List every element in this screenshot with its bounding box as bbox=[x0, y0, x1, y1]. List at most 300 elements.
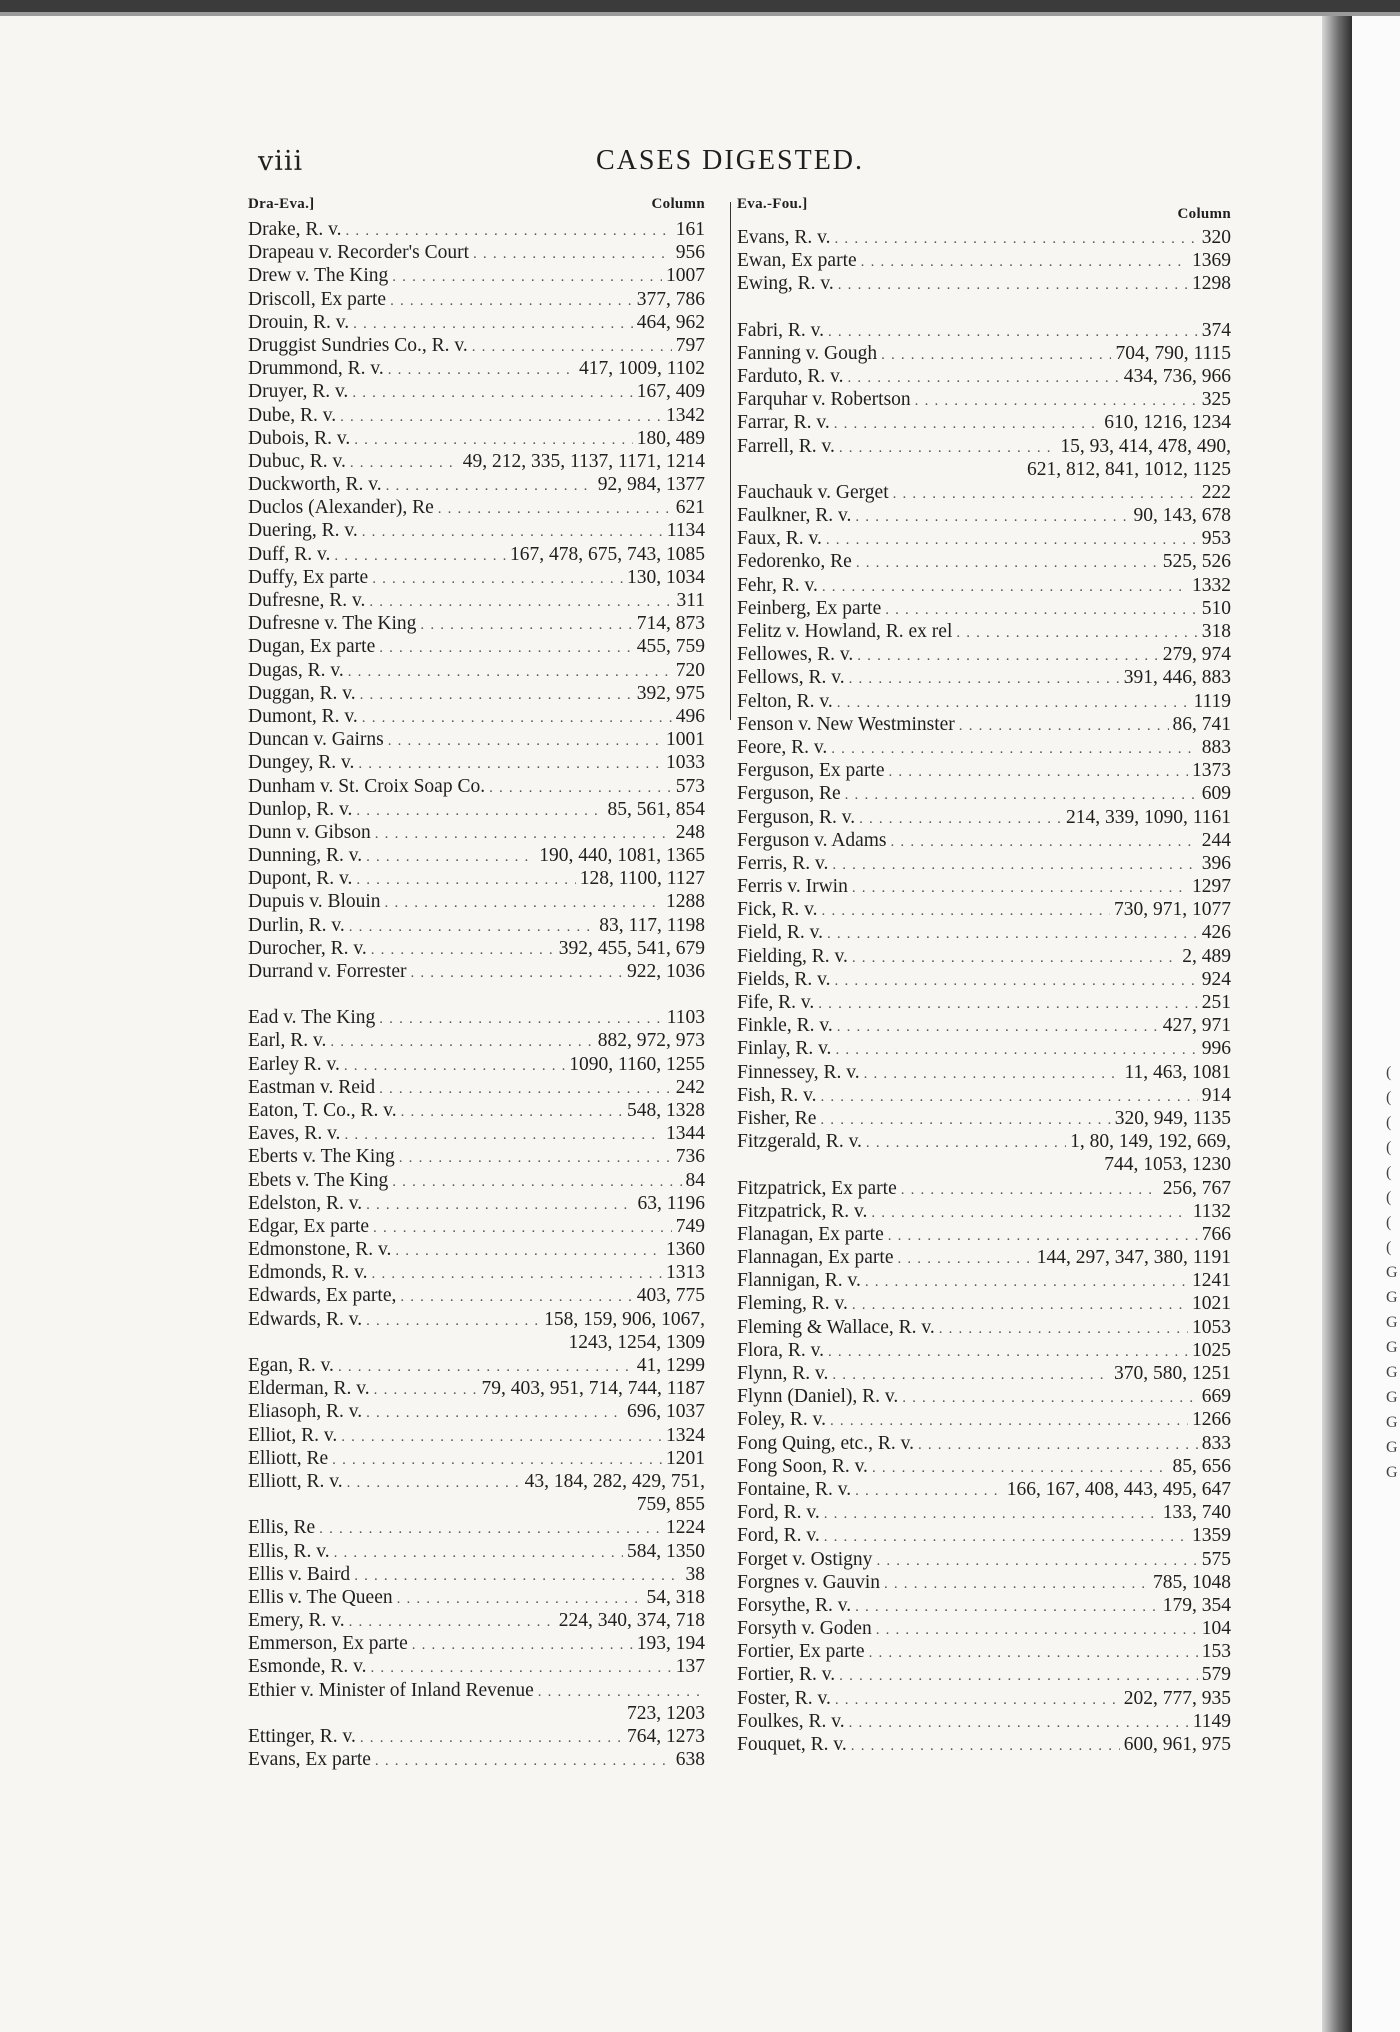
case-name: Earley R. v. bbox=[248, 1053, 340, 1075]
dot-leader bbox=[885, 599, 1198, 622]
case-name: Ellis, R. v. bbox=[248, 1540, 330, 1562]
index-entry bbox=[737, 806, 1231, 829]
index-entry bbox=[248, 821, 705, 844]
index-entry bbox=[737, 736, 1231, 759]
column-references: 720 bbox=[675, 659, 705, 681]
index-entry bbox=[248, 334, 705, 357]
left-column bbox=[248, 196, 705, 1771]
case-name: Fish, R. v. bbox=[737, 1084, 817, 1106]
dot-leader bbox=[352, 382, 632, 405]
dot-leader bbox=[864, 1063, 1121, 1086]
case-name: Evans, R. v. bbox=[737, 227, 831, 248]
column-references: 318 bbox=[1201, 621, 1231, 642]
facing-page-edge bbox=[1352, 16, 1400, 2032]
column-references: 1324 bbox=[666, 1424, 705, 1446]
column-references: 224, 340, 374, 718 bbox=[558, 1610, 705, 1632]
edge-letter: G bbox=[1386, 1289, 1398, 1306]
column-references: 392, 455, 541, 679 bbox=[558, 937, 705, 959]
dot-leader bbox=[849, 1712, 1189, 1735]
column-references: 696, 1037 bbox=[627, 1401, 705, 1423]
edge-letter: ( bbox=[1386, 1064, 1392, 1081]
column-references: 104 bbox=[1201, 1618, 1231, 1640]
dot-leader bbox=[915, 390, 1198, 413]
dot-leader bbox=[837, 1016, 1159, 1039]
case-name: Fellowes, R. v. bbox=[737, 644, 854, 666]
case-name: Dunn v. Gibson bbox=[248, 821, 371, 843]
column-references: 455, 759 bbox=[636, 636, 705, 658]
column-references: 1359 bbox=[1192, 1525, 1231, 1547]
column-references: 1241 bbox=[1192, 1270, 1231, 1292]
case-name: Farrell, R. v. bbox=[737, 435, 835, 457]
dot-leader bbox=[379, 1008, 662, 1031]
case-name: Feore, R. v. bbox=[737, 736, 828, 758]
dot-leader bbox=[332, 1449, 662, 1472]
left-column-label: Column bbox=[651, 196, 705, 212]
column-references: 704, 790, 1115 bbox=[1115, 342, 1231, 364]
column-references: 202, 777, 935 bbox=[1123, 1687, 1231, 1709]
index-entry bbox=[737, 1130, 1231, 1153]
column-references: 924 bbox=[1201, 968, 1231, 990]
case-name: Edmonds, R. v. bbox=[248, 1262, 368, 1284]
index-entry bbox=[248, 380, 705, 403]
dot-leader bbox=[876, 1550, 1197, 1573]
edge-letter: G bbox=[1386, 1314, 1398, 1331]
index-entry bbox=[737, 1432, 1231, 1455]
column-references: 638 bbox=[675, 1749, 705, 1771]
index-entry bbox=[248, 241, 705, 264]
index-entry bbox=[248, 1215, 705, 1238]
case-name: Ferguson, R. v. bbox=[737, 806, 856, 828]
column-references: 1021 bbox=[1192, 1293, 1231, 1315]
dot-leader bbox=[855, 506, 1129, 529]
case-name: Flannagan, Ex parte bbox=[737, 1247, 894, 1269]
case-name: Faux, R. v. bbox=[737, 528, 822, 550]
case-name: Ellis v. The Queen bbox=[248, 1586, 393, 1608]
column-references: 1360 bbox=[666, 1239, 705, 1261]
dot-leader bbox=[889, 761, 1189, 784]
dot-leader bbox=[395, 1240, 662, 1263]
column-references: 256, 767 bbox=[1162, 1177, 1231, 1199]
index-entry bbox=[248, 1006, 705, 1029]
dot-leader bbox=[397, 1588, 643, 1611]
index-entry bbox=[248, 1586, 705, 1609]
index-entry bbox=[248, 1308, 705, 1331]
dot-leader bbox=[362, 707, 672, 730]
index-entry bbox=[737, 1501, 1231, 1524]
dot-leader bbox=[348, 661, 672, 684]
case-name: Fanning v. Gough bbox=[737, 342, 878, 364]
index-entry bbox=[737, 829, 1231, 852]
column-references: 190, 440, 1081, 1365 bbox=[539, 845, 705, 867]
dot-leader bbox=[835, 1039, 1197, 1062]
dot-leader bbox=[839, 1665, 1198, 1688]
case-name: Dunham v. St. Croix Soap Co. bbox=[248, 775, 486, 797]
group-spacer bbox=[248, 983, 705, 1006]
left-entries bbox=[248, 218, 705, 1771]
column-references: 325 bbox=[1201, 389, 1231, 411]
index-entry bbox=[248, 218, 705, 241]
index-entry bbox=[248, 1540, 705, 1563]
dot-leader bbox=[346, 220, 672, 243]
case-name: Ferguson, Re bbox=[737, 783, 841, 805]
case-name: Ferguson, Ex parte bbox=[737, 760, 885, 782]
dot-leader bbox=[831, 738, 1197, 761]
column-references: 193, 194 bbox=[636, 1633, 705, 1655]
column-references-continued: 759, 855 bbox=[636, 1494, 705, 1516]
column-references: 766 bbox=[1201, 1223, 1231, 1245]
index-entry bbox=[737, 1269, 1231, 1292]
case-name: Ferguson v. Adams bbox=[737, 829, 887, 851]
case-name: Edelston, R. v. bbox=[248, 1192, 363, 1214]
dot-leader bbox=[350, 452, 459, 475]
index-entry bbox=[248, 1145, 705, 1168]
index-entry bbox=[248, 705, 705, 728]
case-name: Forsyth v. Goden bbox=[737, 1618, 872, 1640]
index-entry bbox=[248, 311, 705, 334]
index-entry bbox=[737, 226, 1231, 249]
case-name: Fields, R. v. bbox=[737, 968, 831, 990]
edge-letter: ( bbox=[1386, 1089, 1392, 1106]
case-name: Drummond, R. v. bbox=[248, 358, 384, 380]
dot-leader bbox=[849, 668, 1120, 691]
case-name: Duggan, R. v. bbox=[248, 682, 356, 704]
case-name: Duclos (Alexander), Re bbox=[248, 497, 434, 519]
column-references: 1224 bbox=[666, 1517, 705, 1539]
index-entry bbox=[737, 1362, 1231, 1385]
dot-leader bbox=[835, 970, 1198, 993]
dot-leader bbox=[379, 1078, 672, 1101]
index-entry bbox=[248, 1470, 705, 1493]
column-references: 1288 bbox=[666, 891, 705, 913]
dot-leader bbox=[356, 869, 575, 892]
column-references: 749 bbox=[675, 1215, 705, 1237]
dot-leader bbox=[898, 1248, 1033, 1271]
column-references: 85, 656 bbox=[1172, 1455, 1231, 1477]
dot-leader bbox=[859, 808, 1062, 831]
edge-letter: G bbox=[1386, 1464, 1398, 1481]
case-name: Ferris, R. v. bbox=[737, 852, 829, 874]
index-entry bbox=[737, 411, 1231, 434]
index-entry bbox=[248, 1284, 705, 1307]
index-entry bbox=[248, 890, 705, 913]
dot-leader bbox=[818, 993, 1197, 1016]
case-name: Foley, R. v. bbox=[737, 1409, 827, 1431]
right-column bbox=[737, 196, 1231, 1756]
index-entry bbox=[737, 1571, 1231, 1594]
case-name: Fong Soon, R. v. bbox=[737, 1455, 868, 1477]
dot-leader bbox=[489, 777, 672, 800]
dot-leader bbox=[371, 939, 555, 962]
index-entry bbox=[737, 1478, 1231, 1501]
right-column-header bbox=[737, 196, 1231, 226]
index-entry bbox=[737, 1663, 1231, 1686]
group-spacer bbox=[737, 296, 1231, 319]
column-references: 374 bbox=[1201, 319, 1231, 341]
index-entry bbox=[248, 1169, 705, 1192]
case-name: Forgnes v. Gauvin bbox=[737, 1571, 880, 1593]
dot-leader bbox=[392, 1171, 681, 1194]
column-references: 248 bbox=[675, 821, 705, 843]
case-name: Fick, R. v. bbox=[737, 899, 818, 921]
index-entry bbox=[248, 1053, 705, 1076]
index-entry bbox=[737, 1455, 1231, 1478]
index-entry bbox=[737, 968, 1231, 991]
dot-leader bbox=[366, 1402, 623, 1425]
column-references: 1033 bbox=[666, 752, 705, 774]
case-name: Forget v. Ostigny bbox=[737, 1548, 873, 1570]
index-entry bbox=[737, 481, 1231, 504]
index-entry bbox=[737, 342, 1231, 365]
column-references: 434, 736, 966 bbox=[1123, 365, 1231, 387]
dot-leader bbox=[855, 1596, 1159, 1619]
index-entry bbox=[248, 1447, 705, 1470]
index-entry bbox=[737, 921, 1231, 944]
dot-leader bbox=[360, 1727, 623, 1750]
case-name: Farquhar v. Robertson bbox=[737, 389, 911, 411]
case-name: Fouquet, R. v. bbox=[737, 1734, 847, 1755]
case-name: Druggist Sundries Co., R. v. bbox=[248, 334, 468, 356]
column-references: 953 bbox=[1201, 528, 1231, 550]
column-references: 1025 bbox=[1192, 1339, 1231, 1361]
dot-leader bbox=[834, 413, 1101, 436]
column-references: 377, 786 bbox=[636, 288, 705, 310]
case-name: Drapeau v. Recorder's Court bbox=[248, 242, 470, 264]
column-references: 600, 961, 975 bbox=[1123, 1734, 1231, 1755]
column-references: 797 bbox=[675, 334, 705, 356]
dot-leader bbox=[385, 892, 662, 915]
dot-leader bbox=[891, 831, 1198, 854]
index-entry bbox=[737, 1524, 1231, 1547]
edge-letter: ( bbox=[1386, 1139, 1392, 1156]
dot-leader bbox=[379, 637, 633, 660]
column-references: 63, 1196 bbox=[637, 1192, 705, 1214]
case-name: Fielding, R. v. bbox=[737, 945, 848, 967]
dot-leader bbox=[412, 1634, 633, 1657]
case-name: Eberts v. The King bbox=[248, 1146, 395, 1168]
column-references: 1001 bbox=[666, 729, 705, 751]
case-name: Feinberg, Ex parte bbox=[737, 597, 882, 619]
dot-leader bbox=[893, 483, 1198, 506]
case-name: Dunlop, R. v. bbox=[248, 798, 353, 820]
column-references-continued: 744, 1053, 1230 bbox=[1104, 1154, 1231, 1176]
dot-leader bbox=[848, 367, 1120, 390]
index-entry bbox=[248, 867, 705, 890]
case-name: Fortier, Ex parte bbox=[737, 1641, 865, 1663]
index-entry bbox=[737, 365, 1231, 388]
index-entry bbox=[248, 775, 705, 798]
index-entry bbox=[737, 852, 1231, 875]
dot-leader bbox=[374, 1379, 478, 1402]
case-name: Ead v. The King bbox=[248, 1007, 376, 1029]
column-references: 86, 741 bbox=[1172, 713, 1231, 735]
dot-leader bbox=[388, 730, 662, 753]
dot-leader bbox=[420, 614, 632, 637]
case-name: Fedorenko, Re bbox=[737, 551, 852, 573]
right-range-label: Eva.-Fou.] bbox=[737, 196, 808, 212]
column-references: 1103 bbox=[666, 1007, 705, 1029]
column-references: 573 bbox=[675, 775, 705, 797]
facing-page-edge-letters bbox=[1386, 1060, 1400, 1485]
case-name: Esmonde, R. v. bbox=[248, 1656, 367, 1678]
book-gutter-shadow bbox=[1322, 16, 1352, 2032]
column-references: 1, 80, 149, 192, 669, bbox=[1070, 1131, 1231, 1153]
column-references: 153 bbox=[1201, 1641, 1231, 1663]
index-entry bbox=[248, 1748, 705, 1771]
column-references: 167, 409 bbox=[636, 381, 705, 403]
edge-letter: G bbox=[1386, 1414, 1398, 1431]
edge-letter: G bbox=[1386, 1389, 1398, 1406]
index-entry bbox=[248, 1632, 705, 1655]
dot-leader bbox=[865, 1271, 1188, 1294]
case-name: Ethier v. Minister of Inland Revenue bbox=[248, 1679, 534, 1701]
case-name: Flynn, R. v. bbox=[737, 1363, 829, 1384]
dot-leader bbox=[386, 475, 594, 498]
dot-leader bbox=[399, 1147, 672, 1170]
index-entry bbox=[737, 1223, 1231, 1246]
dot-leader bbox=[344, 1055, 565, 1078]
dot-leader bbox=[939, 1318, 1188, 1341]
edge-letter: ( bbox=[1386, 1239, 1392, 1256]
case-name: Foulkes, R. v. bbox=[737, 1710, 845, 1732]
case-name: Druyer, R. v. bbox=[248, 381, 349, 403]
index-entry bbox=[248, 427, 705, 450]
index-entry bbox=[737, 319, 1231, 342]
dot-leader bbox=[820, 1109, 1110, 1132]
column-references: 2, 489 bbox=[1182, 945, 1231, 967]
column-references: 882, 972, 973 bbox=[597, 1030, 705, 1052]
dot-leader bbox=[959, 715, 1169, 738]
index-entry bbox=[737, 527, 1231, 550]
dot-leader bbox=[822, 576, 1188, 599]
column-references: 166, 167, 408, 443, 495, 647 bbox=[1006, 1478, 1231, 1500]
case-name: Dupont, R. v. bbox=[248, 868, 353, 890]
case-name: Eaton, T. Co., R. v. bbox=[248, 1099, 397, 1121]
dot-leader bbox=[358, 753, 662, 776]
column-references: 510 bbox=[1201, 597, 1231, 619]
column-references: 1007 bbox=[666, 265, 705, 287]
case-name: Ford, R. v. bbox=[737, 1502, 820, 1524]
column-references: 391, 446, 883 bbox=[1123, 667, 1231, 689]
case-name: Farrar, R. v. bbox=[737, 412, 830, 434]
index-entry bbox=[737, 249, 1231, 272]
column-references: 92, 984, 1377 bbox=[597, 474, 705, 496]
dot-leader bbox=[353, 313, 633, 336]
column-references: 84 bbox=[685, 1169, 705, 1191]
index-entry bbox=[248, 798, 705, 821]
column-references: 137 bbox=[675, 1656, 705, 1678]
case-name: Farduto, R. v. bbox=[737, 365, 844, 387]
index-entry bbox=[737, 759, 1231, 782]
index-entry bbox=[248, 1261, 705, 1284]
index-entry bbox=[248, 1076, 705, 1099]
index-entry bbox=[737, 272, 1231, 295]
case-name: Dugan, Ex parte bbox=[248, 636, 376, 658]
case-name: Finlay, R. v. bbox=[737, 1038, 832, 1060]
case-name: Finnessey, R. v. bbox=[737, 1061, 860, 1083]
dot-leader bbox=[390, 290, 633, 313]
index-entry bbox=[737, 690, 1231, 713]
index-entry bbox=[248, 519, 705, 542]
column-references: 1373 bbox=[1192, 760, 1231, 782]
column-references: 1119 bbox=[1193, 690, 1231, 712]
index-entry bbox=[737, 875, 1231, 898]
index-entry bbox=[737, 1061, 1231, 1084]
dot-leader bbox=[366, 846, 535, 869]
index-entry bbox=[737, 782, 1231, 805]
column-references: 1332 bbox=[1192, 574, 1231, 596]
column-references: 85, 561, 854 bbox=[607, 798, 705, 820]
case-name: Ettinger, R. v. bbox=[248, 1726, 356, 1747]
column-references: 1132 bbox=[1192, 1200, 1231, 1222]
case-name: Duffy, Ex parte bbox=[248, 566, 369, 588]
index-entry bbox=[248, 728, 705, 751]
case-name: Fitzpatrick, Ex parte bbox=[737, 1177, 897, 1199]
column-references: 609 bbox=[1201, 783, 1231, 805]
dot-leader bbox=[373, 1217, 672, 1240]
column-references: 15, 93, 414, 478, 490, bbox=[1060, 435, 1231, 457]
dot-leader bbox=[956, 622, 1197, 645]
case-name: Duckworth, R. v. bbox=[248, 474, 382, 496]
column-references: 279, 974 bbox=[1162, 644, 1231, 666]
column-references: 1266 bbox=[1192, 1409, 1231, 1431]
column-references: 49, 212, 335, 1137, 1171, 1214 bbox=[462, 450, 705, 472]
case-name: Faulkner, R. v. bbox=[737, 505, 852, 527]
index-entry bbox=[248, 543, 705, 566]
dot-leader bbox=[856, 552, 1159, 575]
column-references: 1053 bbox=[1192, 1316, 1231, 1338]
index-entry bbox=[737, 1385, 1231, 1408]
dot-leader bbox=[473, 243, 672, 266]
dot-leader bbox=[319, 1518, 662, 1541]
column-references: 38 bbox=[685, 1563, 705, 1585]
case-name: Fenson v. New Westminster bbox=[737, 713, 955, 735]
column-references: 79, 403, 951, 714, 744, 1187 bbox=[481, 1378, 705, 1400]
column-references: 222 bbox=[1201, 481, 1231, 503]
dot-leader bbox=[835, 1689, 1120, 1712]
index-entry bbox=[248, 612, 705, 635]
column-references: 736 bbox=[675, 1146, 705, 1168]
dot-leader bbox=[401, 1101, 623, 1124]
case-name: Emmerson, Ex parte bbox=[248, 1633, 408, 1655]
dot-leader bbox=[410, 962, 623, 985]
index-entry bbox=[737, 898, 1231, 921]
index-entry bbox=[248, 659, 705, 682]
dot-leader bbox=[392, 266, 662, 289]
column-references: 392, 975 bbox=[636, 682, 705, 704]
dot-leader bbox=[866, 1132, 1066, 1155]
case-name: Flynn (Daniel), R. v. bbox=[737, 1386, 899, 1408]
dot-leader bbox=[857, 645, 1158, 668]
dot-leader bbox=[826, 529, 1198, 552]
dot-leader bbox=[334, 1542, 623, 1565]
case-name: Fisher, Re bbox=[737, 1107, 817, 1129]
case-name: Emery, R. v. bbox=[248, 1610, 345, 1632]
dot-leader bbox=[824, 1503, 1159, 1526]
index-entry bbox=[248, 1029, 705, 1052]
index-entry bbox=[248, 473, 705, 496]
index-entry bbox=[737, 945, 1231, 968]
column-references: 128, 1100, 1127 bbox=[579, 868, 705, 890]
column-references: 922, 1036 bbox=[627, 961, 705, 982]
case-name: Foster, R. v. bbox=[737, 1687, 831, 1709]
column-references-continued: 1243, 1254, 1309 bbox=[568, 1331, 705, 1353]
dot-leader bbox=[869, 1642, 1198, 1665]
dot-leader bbox=[851, 1735, 1120, 1758]
column-references: 1313 bbox=[666, 1262, 705, 1284]
index-entry bbox=[737, 643, 1231, 666]
case-name: Ebets v. The King bbox=[248, 1169, 389, 1191]
column-references: 83, 117, 1198 bbox=[599, 914, 705, 936]
